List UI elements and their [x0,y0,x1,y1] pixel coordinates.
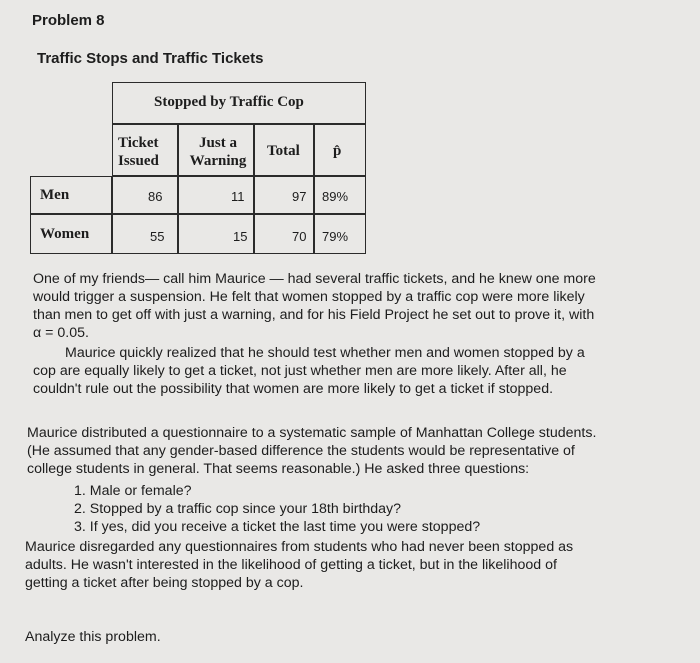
text-line: than men to get off with just a warning, and for his Field Project he set out to prove it, with [33,307,595,323]
text-line: getting a ticket after being stopped by a cop. [25,575,304,591]
text-line: cop are equally likely to get a ticket, not just whether men are more likely. After all, he [33,363,567,379]
problem-heading: Problem 8 [32,12,105,29]
men-ticket-value: 86 [148,189,163,204]
page-title: Traffic Stops and Traffic Tickets [37,50,264,67]
text-line: Maurice distributed a questionnaire to a systematic sample of Manhattan College students. [27,425,597,441]
col-ticket-header [118,134,159,170]
question-list [74,482,480,536]
col-ticket-line1: Ticket [118,135,159,151]
text-line: Maurice disregarded any questionnaires from students who had never been stopped as [25,539,574,555]
col-warning-line1: Just a [199,135,237,151]
women-warning-value: 15 [233,229,248,244]
col-total-header: Total [267,143,300,159]
paragraph-sampling [27,424,596,478]
closing-instruction: Analyze this problem. [25,629,161,645]
text-line: couldn't rule out the possibility that women are more likely to get a ticket if stopped. [33,381,554,397]
paragraph-disregarded [25,538,573,592]
men-warning-value: 11 [231,189,245,204]
women-phat-value: 79% [322,229,349,244]
text-line: adults. He wasn't interested in the likelihood of getting a ticket, but in the likelihood of [25,557,557,573]
row-men-label: Men [40,187,70,203]
text-line: (He assumed that any gender-based difference the students would be representative of [27,443,575,459]
text-line: would trigger a suspension. He felt that women stopped by a traffic cop were more likely [33,289,585,305]
men-ticket-cell [112,176,178,214]
contingency-table [30,82,366,254]
men-total-value: 97 [292,189,307,204]
text-line: Maurice quickly realized that he should test whether men and women stopped by a [65,345,585,361]
paragraph-test-direction [33,344,585,398]
paragraph-intro [33,270,596,342]
group-header: Stopped by Traffic Cop [154,94,304,110]
list-item: 2. Stopped by a traffic cop since your 18th birthday? [74,501,402,517]
list-item: 1. Male or female? [74,483,192,499]
women-total-value: 70 [292,229,307,244]
men-phat-value: 89% [322,189,349,204]
text-line: One of my friends— call him Maurice — had several traffic tickets, and he knew one more [33,271,596,287]
row-women-label: Women [40,226,90,242]
col-ticket-line2: Issued [118,153,159,169]
text-line: α = 0.05. [33,325,89,341]
text-line: college students in general. That seems reasonable.) He asked three questions: [27,461,530,477]
women-ticket-value: 55 [150,229,165,244]
list-item: 3. If yes, did you receive a ticket the last time you were stopped? [74,519,481,535]
women-ticket-cell [112,214,178,254]
col-warning-header [185,134,251,170]
col-warning-line2: Warning [189,153,247,169]
col-phat-header: p̂ [333,143,342,159]
